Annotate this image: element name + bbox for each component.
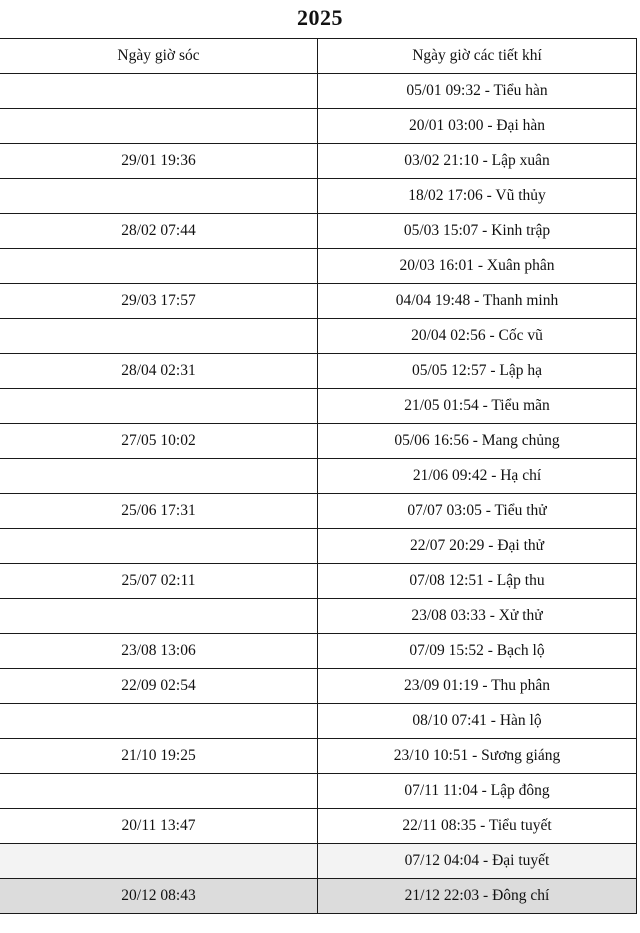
new-moon-cell [0, 599, 318, 634]
table-row [0, 459, 637, 494]
table-row [0, 284, 637, 319]
solar-term-cell: 05/06 16:56 - Mang chủng [318, 424, 637, 459]
new-moon-cell: 29/03 17:57 [0, 284, 318, 319]
table-row [0, 564, 637, 599]
header-new-moon: Ngày giờ sóc [0, 39, 318, 74]
header-solar-terms: Ngày giờ các tiết khí [318, 39, 637, 74]
solar-term-cell: 18/02 17:06 - Vũ thủy [318, 179, 637, 214]
new-moon-cell: 20/12 08:43 [0, 879, 318, 914]
table-header-row [0, 39, 637, 74]
new-moon-cell: 29/01 19:36 [0, 144, 318, 179]
table-row [0, 144, 637, 179]
page-title: 2025 [297, 5, 343, 30]
table-row [0, 704, 637, 739]
solar-term-cell: 20/01 03:00 - Đại hàn [318, 109, 637, 144]
table-row [0, 634, 637, 669]
solar-term-cell: 07/11 11:04 - Lập đông [318, 774, 637, 809]
new-moon-cell [0, 389, 318, 424]
new-moon-cell [0, 249, 318, 284]
new-moon-cell [0, 844, 318, 879]
solar-term-cell: 21/06 09:42 - Hạ chí [318, 459, 637, 494]
table-row [0, 354, 637, 389]
solar-term-cell: 05/01 09:32 - Tiểu hàn [318, 74, 637, 109]
solar-term-cell: 20/03 16:01 - Xuân phân [318, 249, 637, 284]
new-moon-cell: 27/05 10:02 [0, 424, 318, 459]
new-moon-cell [0, 774, 318, 809]
table-row [0, 529, 637, 564]
new-moon-cell: 22/09 02:54 [0, 669, 318, 704]
table-row [0, 424, 637, 459]
solar-term-cell: 07/12 04:04 - Đại tuyết [318, 844, 637, 879]
new-moon-cell: 28/04 02:31 [0, 354, 318, 389]
table-row [0, 389, 637, 424]
table-row [0, 739, 637, 774]
solar-term-cell: 05/03 15:07 - Kinh trập [318, 214, 637, 249]
solar-term-cell: 22/07 20:29 - Đại thử [318, 529, 637, 564]
new-moon-cell: 28/02 07:44 [0, 214, 318, 249]
table-row [0, 109, 637, 144]
new-moon-cell [0, 319, 318, 354]
solar-term-cell: 07/08 12:51 - Lập thu [318, 564, 637, 599]
new-moon-cell: 25/06 17:31 [0, 494, 318, 529]
new-moon-cell [0, 704, 318, 739]
solar-term-cell: 21/12 22:03 - Đông chí [318, 879, 637, 914]
table-row [0, 319, 637, 354]
table-row [0, 599, 637, 634]
solar-term-cell: 22/11 08:35 - Tiểu tuyết [318, 809, 637, 844]
solar-term-cell: 08/10 07:41 - Hàn lộ [318, 704, 637, 739]
new-moon-cell [0, 74, 318, 109]
table-row [0, 844, 637, 879]
new-moon-cell [0, 109, 318, 144]
solar-term-cell: 05/05 12:57 - Lập hạ [318, 354, 637, 389]
solar-term-cell: 21/05 01:54 - Tiểu mãn [318, 389, 637, 424]
table-row [0, 74, 637, 109]
new-moon-cell [0, 459, 318, 494]
table-row [0, 249, 637, 284]
table-row [0, 879, 637, 914]
new-moon-cell: 21/10 19:25 [0, 739, 318, 774]
new-moon-cell: 23/08 13:06 [0, 634, 318, 669]
solar-term-cell: 07/09 15:52 - Bạch lộ [318, 634, 637, 669]
table-row [0, 179, 637, 214]
table-row [0, 669, 637, 704]
table-row [0, 494, 637, 529]
solar-term-cell: 07/07 03:05 - Tiểu thử [318, 494, 637, 529]
solar-term-cell: 04/04 19:48 - Thanh minh [318, 284, 637, 319]
solar-term-cell: 20/04 02:56 - Cốc vũ [318, 319, 637, 354]
new-moon-cell [0, 529, 318, 564]
solar-term-cell: 03/02 21:10 - Lập xuân [318, 144, 637, 179]
table-row [0, 214, 637, 249]
lunar-calendar-table [0, 38, 637, 914]
solar-term-cell: 23/10 10:51 - Sương giáng [318, 739, 637, 774]
table-body [0, 74, 637, 914]
new-moon-cell: 25/07 02:11 [0, 564, 318, 599]
table-row [0, 774, 637, 809]
new-moon-cell [0, 179, 318, 214]
table-row [0, 809, 637, 844]
solar-term-cell: 23/08 03:33 - Xử thử [318, 599, 637, 634]
solar-term-cell: 23/09 01:19 - Thu phân [318, 669, 637, 704]
new-moon-cell: 20/11 13:47 [0, 809, 318, 844]
